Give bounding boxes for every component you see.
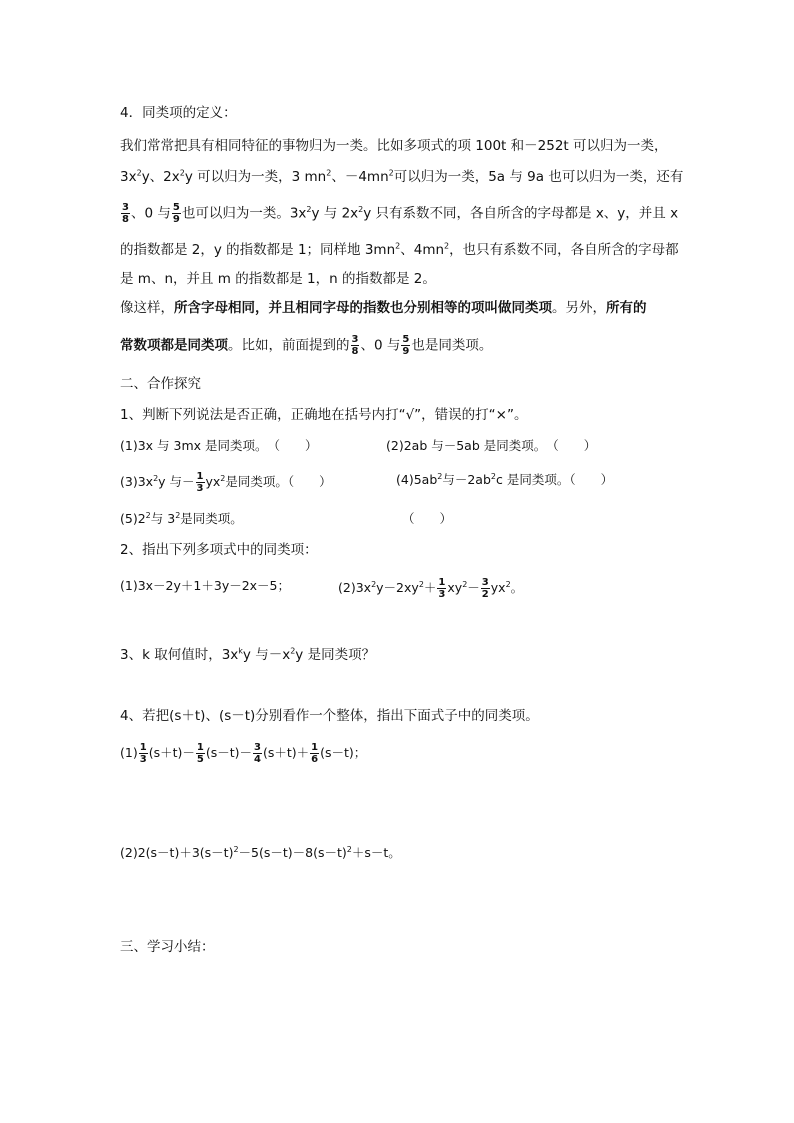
definition-line: 像这样，所含字母相同，并且相同字母的指数也分别相等的项叫做同类项。另外，所有的	[120, 300, 647, 316]
fraction: $\frac{3}{8}$	[351, 334, 359, 357]
fraction: $\frac{1}{3}$	[438, 577, 446, 600]
fraction: $\frac{5}{9}$	[402, 334, 410, 357]
question-1-item-2: (2)2ab 与－5ab 是同类项。 （ ）	[386, 438, 597, 453]
paragraph-line: 我们常常把具有相同特征的事物归为一类。比如多项式的项 100t 和－252t 可以归为一类，	[120, 138, 668, 154]
fraction: $\frac{1}{3}$	[139, 742, 147, 765]
paragraph-line: 的指数都是 2，y 的指数都是 1；同样地 $3mn^2$、$4mn^2$，也只有系数不同，各自所含的字母都	[120, 241, 679, 258]
question-1-item-1: (1)3x 与 3mx 是同类项。 （ ）	[120, 438, 318, 453]
definition-line: 常数项都是同类项。比如，前面提到的 $\frac{3}{8}$ 、0 与 $\frac{5}{9}$ 也是同类项。	[120, 334, 493, 357]
question-3: 3、k 取何值时，$3x^ky$ 与$-x^2y$ 是同类项？	[120, 646, 376, 663]
section-heading-cooperation: 二、合作探究	[120, 376, 201, 392]
question-4: 4、若把(s＋t)、(s－t)分别看作一个整体，指出下面式子中的同类项。	[120, 708, 539, 724]
question-2-item-2: $(2)3x^2y-2xy^2+$ $\frac{1}{3}$ $xy^2-$ $\frac{3}{2}$ $yx^2$。	[338, 577, 524, 600]
fraction: $\frac{1}{3}$	[196, 471, 204, 494]
paragraph-line: 是 m、n，并且 m 的指数都是 1，n 的指数都是 2。	[120, 271, 436, 287]
answer-bracket: （ ）	[402, 511, 453, 526]
fraction: $\frac{3}{8}$	[122, 202, 129, 225]
question-2: 2、指出下列多项式中的同类项：	[120, 542, 318, 558]
question-1-item-5: $(5)2^2$与 $3^2$是同类项。	[120, 510, 243, 526]
paragraph-line: $3x^2y$、$2x^2y$ 可以归为一类，3 $mn^2$、$-4mn^2$可以归为一类，5a 与 9a 也可以归为一类，还有	[120, 168, 684, 185]
question-1: 1、判断下列说法是否正确，正确地在括号内打“√”，错误的打“×”。	[120, 407, 528, 423]
section-heading-definition: 4．同类项的定义：	[120, 105, 237, 121]
question-4-item-2: $(2)2(s-t)+3(s-t)^2-5(s-t)-8(s-t)^2+s-t$。	[120, 844, 401, 860]
fraction: $\frac{1}{5}$	[196, 742, 204, 765]
fraction: $\frac{5}{9}$	[172, 202, 180, 225]
question-1-item-4: $(4)5ab^2$与$-2ab^2c$ 是同类项。（ ）	[396, 471, 614, 487]
question-2-item-1: (1)3x－2y＋1＋3y－2x－5；	[120, 578, 291, 593]
fraction: $\frac{3}{2}$	[481, 577, 489, 600]
question-4-item-1: (1) $\frac{1}{3}$ (s＋t)－ $\frac{1}{5}$ (s－t)－ $\frac{3}{4}$ (s＋t)＋ $\frac{1}{6}$ (s－t)；	[120, 742, 367, 765]
fraction: $\frac{1}{6}$	[311, 742, 319, 765]
question-1-item-3: $(3)3x^2y$ 与－ $\frac{1}{3}$ $yx^2$是同类项。（ ）	[120, 471, 332, 494]
fraction: $\frac{3}{4}$	[254, 742, 261, 765]
paragraph-line: $\frac{3}{8}$ 、0 与 $\frac{5}{9}$ 也可以归为一类。$3x^2y$ 与 $2x^2y$ 只有系数不同，各自所含的字母都是 x、y，并且 x	[122, 202, 679, 225]
definition-bold: 所含字母相同，并且相同字母的指数也分别相等的项叫做同类项	[174, 300, 552, 316]
section-heading-summary: 三、学习小结：	[120, 939, 215, 955]
